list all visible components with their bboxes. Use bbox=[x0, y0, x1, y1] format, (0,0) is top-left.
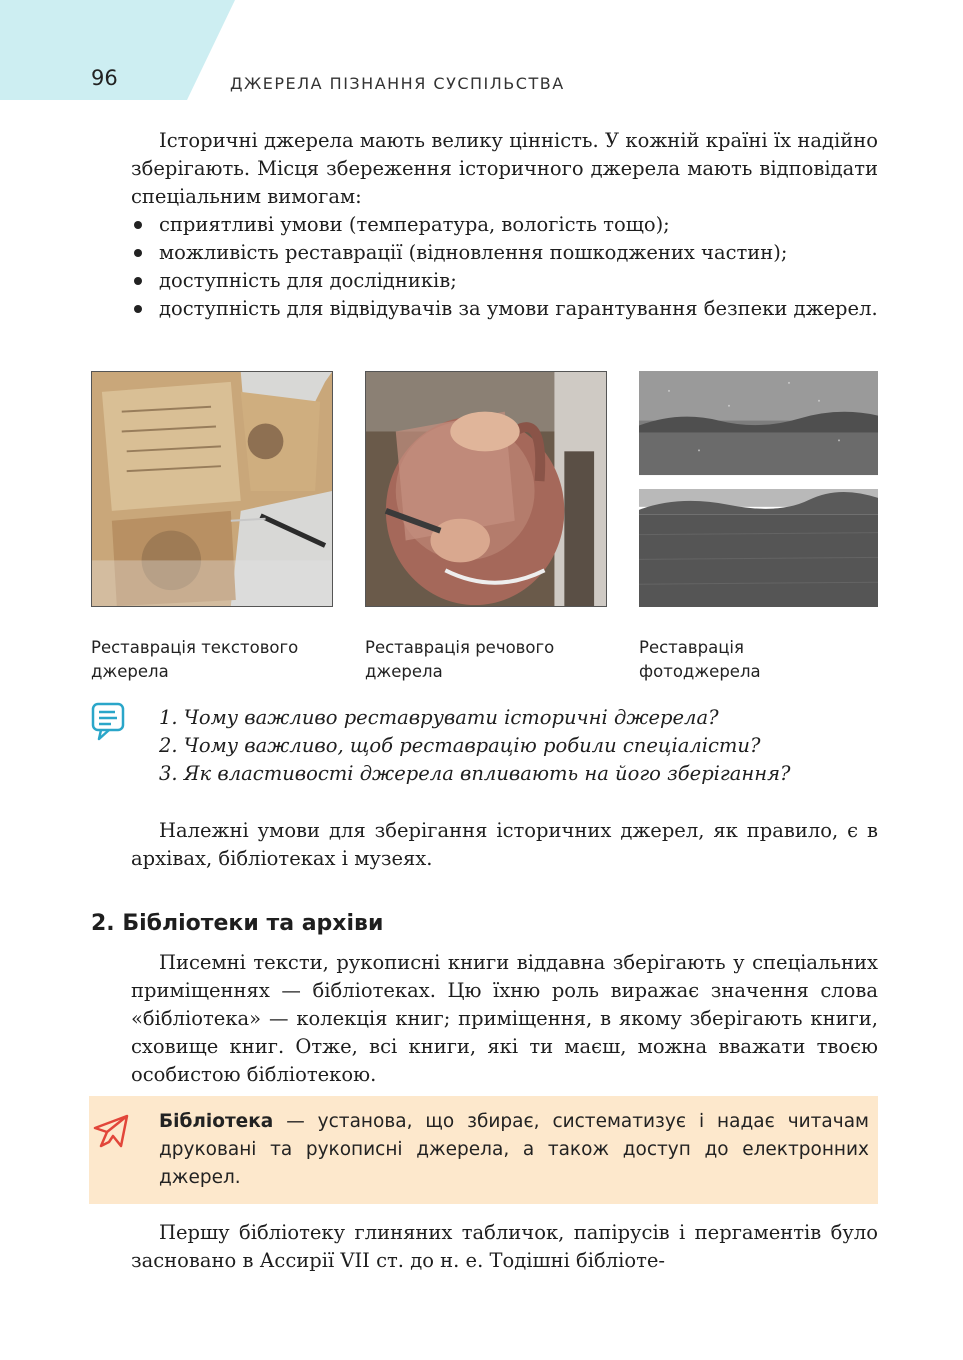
question-item: 2. Чому важливо, щоб реставрацію робили спеціалісти? bbox=[159, 734, 761, 757]
chat-bubbles-icon bbox=[91, 702, 131, 742]
closing-paragraph-text: Першу бібліотеку глиняних табличок, папірусів і пергаментів було засновано в Ассирії VII ст. до н. е. Тодішні бібліоте- bbox=[131, 1221, 878, 1272]
libraries-paragraph bbox=[131, 949, 878, 1089]
intro-paragraph bbox=[131, 127, 878, 211]
list-item: сприятливі умови (температура, вологість тощо); bbox=[131, 211, 878, 239]
definition-term: Бібліотека bbox=[159, 1111, 274, 1132]
photo-caption: Реставрація текстового джерела bbox=[91, 638, 299, 681]
intro-paragraph-text: Історичні джерела мають велику цінність. У кожній країні їх надійно зберігають. Місця збереження історичного джерела мають відповідати спеціальним вимогам: bbox=[131, 129, 878, 208]
closing-paragraph bbox=[131, 1219, 878, 1275]
photo-caption: Реставрація речового джерела bbox=[365, 638, 555, 681]
list-item: доступність для відвідувачів за умови гарантування безпеки джерел. bbox=[131, 295, 878, 323]
photo-photo-source-restoration bbox=[639, 371, 878, 607]
page-number: 96 bbox=[91, 66, 118, 90]
question-item: 1. Чому важливо реставрувати історичні джерела? bbox=[159, 706, 719, 729]
photo-object-source-restoration bbox=[365, 371, 607, 607]
requirements-list bbox=[131, 211, 878, 323]
definition-body: — установа, що збирає, систематизує і надає читачам друковані та рукописні джерела, а також доступ до електронних джерел. bbox=[159, 1111, 869, 1188]
libraries-paragraph-text: Писемні тексти, рукописні книги віддавна зберігають у спеціальних приміщеннях — бібліотеках. Цю їхню роль виражає значення слова «бібліотека» — колекція книг; приміщення, в якому зберігають книги, сховище книг. Отже, всі книги, які ти маєш, можна вважати твоєю особистою бібліотекою. bbox=[131, 951, 878, 1086]
running-title: ДЖЕРЕЛА ПІЗНАННЯ СУСПІЛЬСТВА bbox=[230, 74, 565, 93]
storage-paragraph-text: Належні умови для зберігання історичних джерел, як правило, є в архівах, бібліотеках і музеях. bbox=[131, 819, 878, 870]
questions-list bbox=[159, 704, 790, 788]
storage-paragraph bbox=[131, 817, 878, 873]
section-heading: 2. Бібліотеки та архіви bbox=[91, 911, 384, 936]
question-item: 3. Як властивості джерела впливають на його зберігання? bbox=[159, 762, 791, 785]
definition-text bbox=[159, 1108, 869, 1192]
pointer-arrow-icon bbox=[91, 1112, 131, 1152]
photo-caption: Реставрація фотоджерела bbox=[639, 638, 761, 681]
list-item: можливість реставрації (відновлення пошкоджених частин); bbox=[131, 239, 878, 267]
photo-text-source-restoration bbox=[91, 371, 333, 607]
list-item: доступність для дослідників; bbox=[131, 267, 878, 295]
